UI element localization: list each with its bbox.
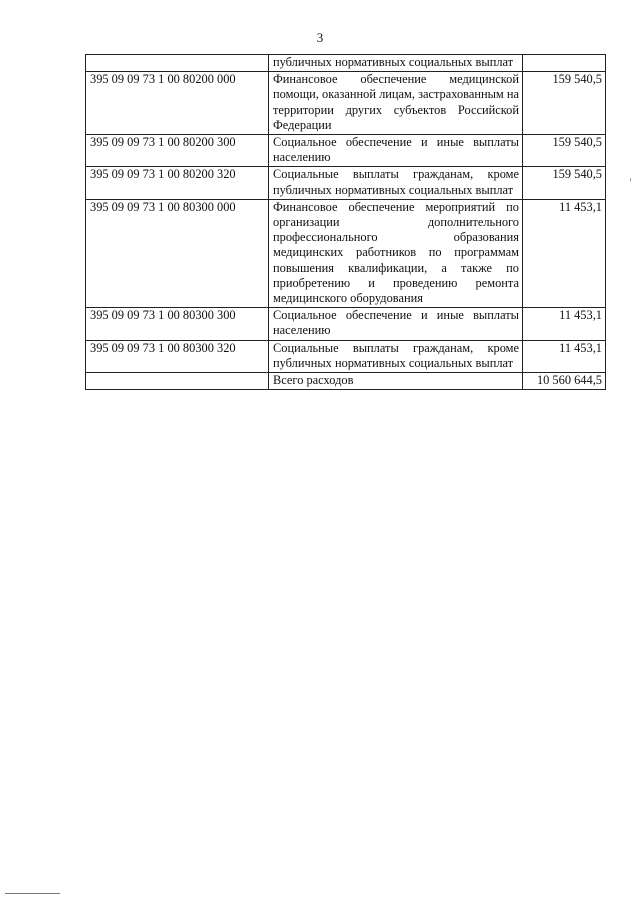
table-body: [86, 55, 606, 373]
expenditure-table: [85, 54, 606, 390]
table-row: [86, 72, 606, 135]
total-code-cell: [86, 373, 269, 390]
expenditure-name: Финансовое обеспечение мероприятий по организации дополнительного профессионального образования медицинских работников по программам повышения квалификации, а также по приобретению и проведению ремонта медицинского оборудования: [269, 199, 523, 307]
expenditure-name: Социальные выплаты гражданам, кроме публичных нормативных социальных выплат: [269, 167, 523, 199]
table-row: [86, 167, 606, 199]
page-number: 3: [316, 30, 324, 45]
expenditure-amount: 11 453,1: [523, 308, 606, 340]
budget-code: [86, 55, 269, 72]
expenditure-amount: 159 540,5: [523, 167, 606, 199]
total-row: [86, 373, 606, 390]
expenditure-name: Финансовое обеспечение медицинской помощи, оказанной лицам, застрахованным на территории других субъектов Российской Федерации: [269, 72, 523, 135]
expenditure-amount: 11 453,1: [523, 340, 606, 372]
budget-code: 395 09 09 73 1 00 80300 300: [86, 308, 269, 340]
total-amount: 10 560 644,5: [523, 373, 606, 390]
expenditure-name: Социальное обеспечение и иные выплаты населению: [269, 308, 523, 340]
footnote-separator: [5, 893, 60, 894]
table-row: [86, 55, 606, 72]
budget-code: 395 09 09 73 1 00 80300 000: [86, 199, 269, 307]
budget-code: 395 09 09 73 1 00 80200 320: [86, 167, 269, 199]
expenditure-amount: 159 540,5: [523, 72, 606, 135]
expenditure-name: публичных нормативных социальных выплат: [269, 55, 523, 72]
budget-code: 395 09 09 73 1 00 80200 000: [86, 72, 269, 135]
table-row: [86, 199, 606, 307]
table-row: [86, 308, 606, 340]
total-label: Всего расходов: [269, 373, 523, 390]
expenditure-name: Социальные выплаты гражданам, кроме публичных нормативных социальных выплат: [269, 340, 523, 372]
table-row: [86, 135, 606, 167]
budget-code: 395 09 09 73 1 00 80200 300: [86, 135, 269, 167]
table-total: [86, 373, 606, 390]
expenditure-amount: 159 540,5: [523, 135, 606, 167]
expenditure-name: Социальное обеспечение и иные выплаты населению: [269, 135, 523, 167]
scan-artifact-mark: [630, 178, 631, 181]
expenditure-amount: [523, 55, 606, 72]
expenditure-amount: 11 453,1: [523, 199, 606, 307]
budget-code: 395 09 09 73 1 00 80300 320: [86, 340, 269, 372]
table-row: [86, 340, 606, 372]
